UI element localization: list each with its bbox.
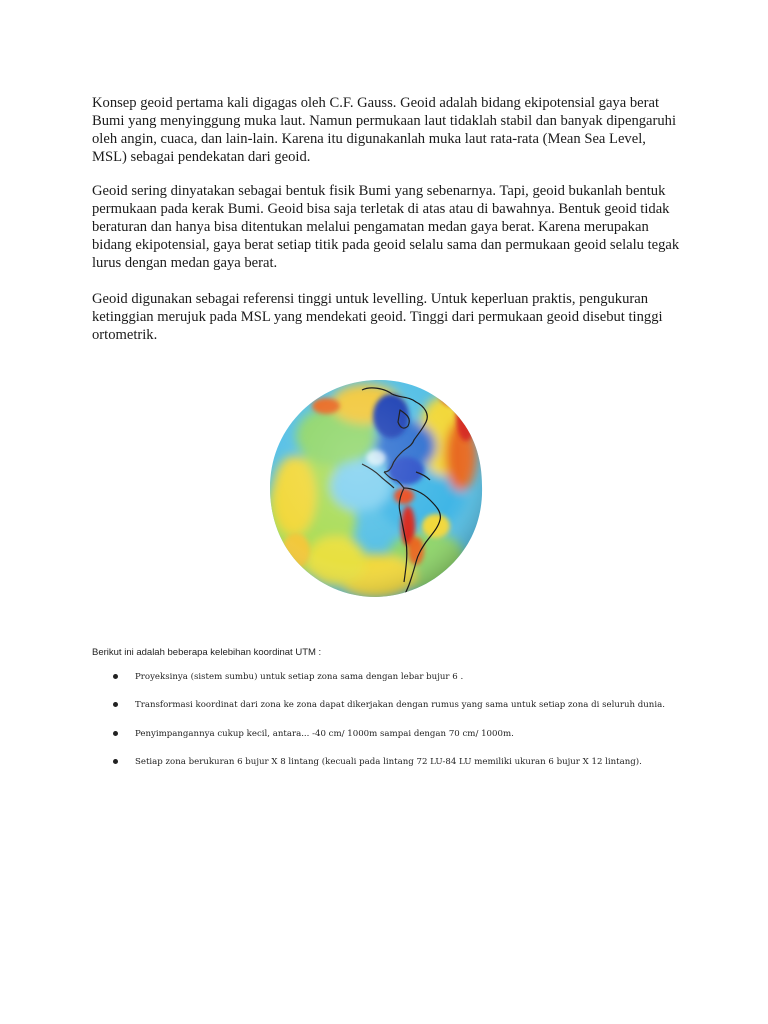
list-item	[92, 700, 712, 728]
list-item-text: Setiap zona berukuran 6 bujur X 8 lintang (kecuali pada lintang 72 LU-84 LU memiliki ukuran 6 bujur X 12 lintang).	[135, 756, 642, 767]
list-item	[92, 757, 712, 785]
paragraph-geoid-shape: Geoid sering dinyatakan sebagai bentuk fisik Bumi yang sebenarnya. Tapi, geoid bukanlah bentuk permukaan pada kerak Bumi. Geoid bisa saja terletak di atas atau di bawahnya. Bentuk geoid tidak beraturan dan hanya bisa ditentukan melalui pengamatan medan gaya berat. Karena merupakan bidang ekipotensial, gaya berat setiap titik pada geoid selalu sama dan permukaan geoid selalu tegak lurus dengan medan gaya berat.	[92, 183, 680, 272]
paragraph-geoid-concept: Konsep geoid pertama kali digagas oleh C.F. Gauss. Geoid adalah bidang ekipotensial gaya berat Bumi yang menyinggung muka laut. Namun permukaan laut tidaklah stabil dan banyak dipengaruhi oleh angin, cuaca, dan lain-lain. Karena itu digunakanlah muka laut rata-rata (Mean Sea Level, MSL) sebagai pendekatan dari geoid.	[92, 95, 677, 166]
bullet-icon	[113, 702, 118, 707]
utm-advantages-list	[92, 672, 712, 785]
paragraph-geoid-levelling: Geoid digunakan sebagai referensi tinggi untuk levelling. Untuk keperluan praktis, pengukuran ketinggian merujuk pada MSL yang mendekati geoid. Tinggi dari permukaan geoid disebut tinggi ortometrik.	[92, 291, 663, 344]
bullet-icon	[113, 759, 118, 764]
list-item	[92, 672, 712, 700]
bullet-icon	[113, 731, 118, 736]
list-item-text: Transformasi koordinat dari zona ke zona dapat dikerjakan dengan rumus yang sama untuk setiap zona di seluruh dunia.	[135, 700, 665, 711]
list-item-text: Proyeksinya (sistem sumbu) untuk setiap zona sama dengan lebar bujur 6 .	[135, 672, 464, 682]
section-title-utm: Berikut ini adalah beberapa kelebihan koordinat UTM :	[92, 647, 322, 658]
bullet-icon	[113, 674, 118, 679]
geoid-globe-image	[266, 376, 486, 600]
list-item-text: Penyimpangannya cukup kecil, antara... -40 cm/ 1000m sampai dengan 70 cm/ 1000m.	[135, 728, 514, 739]
list-item	[92, 729, 712, 757]
